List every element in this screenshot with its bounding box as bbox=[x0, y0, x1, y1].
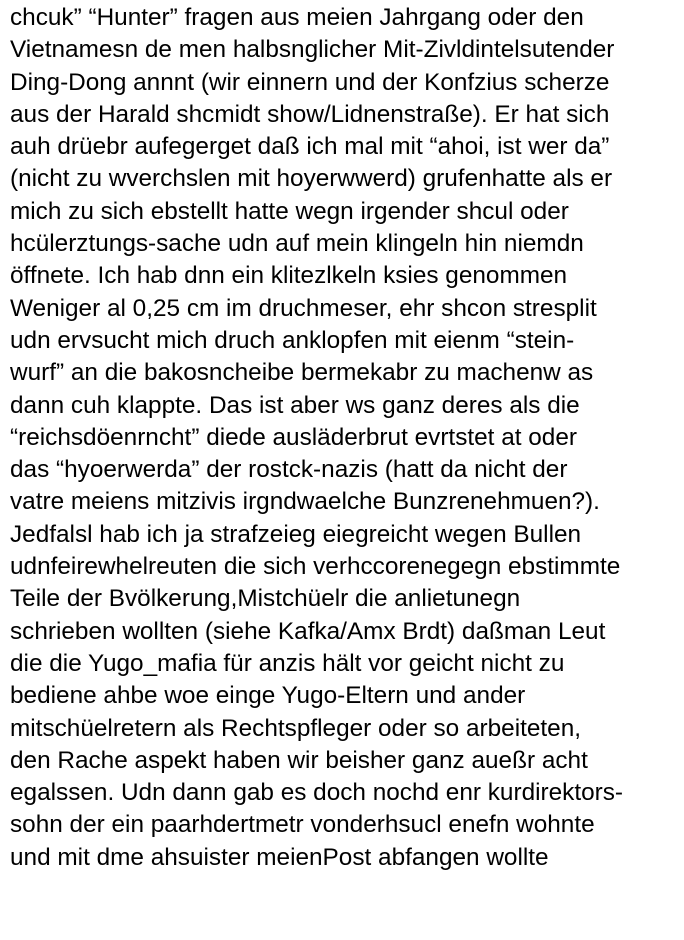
text-line: Teile der Bvölkerung,Mistchüelr die anlietunegn bbox=[10, 585, 521, 613]
text-line: wurf” an die bakosncheibe bermekabr zu machenw as bbox=[10, 359, 594, 387]
text-line: schrieben wollten (siehe Kafka/Amx Brdt) daßman Leut bbox=[10, 617, 606, 645]
text-line: Vietnamesn de men halbsnglicher Mit-Zivldintelsutender bbox=[10, 36, 615, 64]
text-line: und mit dme ahsuister meienPost abfangen wollte bbox=[10, 843, 549, 871]
text-line: öffnete. Ich hab dnn ein klitezlkeln ksies genommen bbox=[10, 262, 568, 290]
text-line: udnfeirewhelreuten die sich verhccorenegegn ebstimmte bbox=[10, 553, 621, 581]
text-line: sohn der ein paarhdertmetr vonderhsucl enefn wohnte bbox=[10, 811, 595, 839]
text-line: Weniger al 0,25 cm im druchmeser, ehr shcon stresplit bbox=[10, 294, 597, 322]
text-line: vatre meiens mitzivis irgndwaelche Bunzrenehmuen?). bbox=[10, 488, 600, 516]
body-text bbox=[10, 2, 684, 874]
text-line: hcülerztungs-sache udn auf mein klingeln hin niemdn bbox=[10, 230, 584, 258]
text-line: auh drüebr aufegerget daß ich mal mit “ahoi, ist wer da” bbox=[10, 133, 610, 161]
text-line: mich zu sich ebstellt hatte wegn irgender shcul oder bbox=[10, 197, 569, 225]
text-line: aus der Harald shcmidt show/Lidnenstraße). Er hat sich bbox=[10, 100, 610, 128]
text-line: chcuk” “Hunter” fragen aus meien Jahrgang oder den bbox=[10, 4, 584, 31]
text-line: dann cuh klappte. Das ist aber ws ganz deres als die bbox=[10, 391, 580, 419]
text-line: Ding-Dong annnt (wir einnern und der Konfzius scherze bbox=[10, 68, 610, 96]
text-line: egalssen. Udn dann gab es doch nochd enr kurdirektors- bbox=[10, 779, 624, 807]
text-line: (nicht zu wverchslen mit hoyerwwerd) grufenhatte als er bbox=[10, 165, 613, 193]
text-line: udn ervsucht mich druch anklopfen mit eienm “stein- bbox=[10, 326, 575, 354]
text-line: bediene ahbe woe einge Yugo-Eltern und ander bbox=[10, 682, 526, 710]
text-line: das “hyoerwerda” der rostck-nazis (hatt da nicht der bbox=[10, 456, 568, 484]
text-line: Jedfalsl hab ich ja strafzeieg eiegreicht wegen Bullen bbox=[10, 520, 582, 548]
text-line: den Rache aspekt haben wir beisher ganz aueßr acht bbox=[10, 746, 588, 774]
text-line: mitschüelretern als Rechtspfleger oder so arbeiteten, bbox=[10, 714, 582, 742]
text-line: die die Yugo_mafia für anzis hält vor geicht nicht zu bbox=[10, 649, 565, 677]
text-line: “reichsdöenrncht” diede ausläderbrut evrtstet at oder bbox=[10, 423, 577, 451]
